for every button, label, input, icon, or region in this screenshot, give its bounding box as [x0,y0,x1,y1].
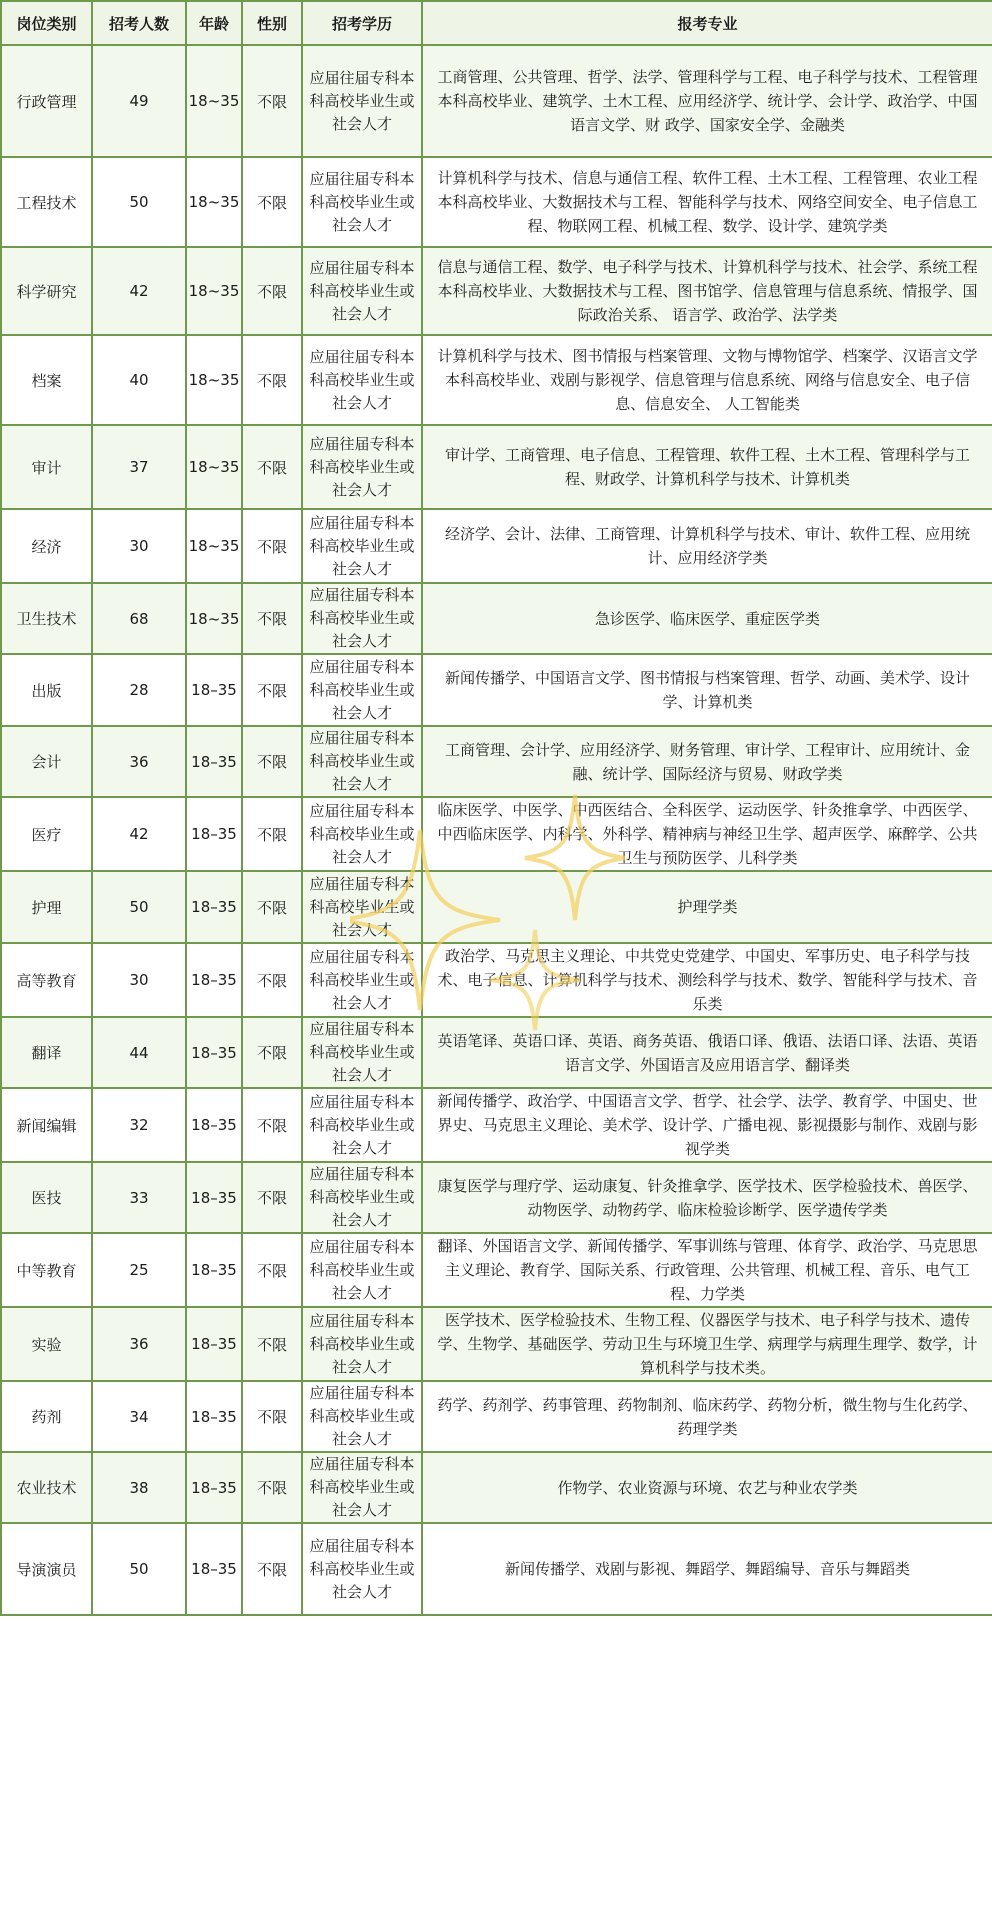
cell-count: 36 [92,1307,186,1381]
cell-education: 应届往届专科本科高校毕业生或社会人才 [302,1233,422,1307]
header-education: 招考学历 [302,1,422,45]
cell-majors: 政治学、马克思主义理论、中共党史党建学、中国史、军事历史、电子科学与技术、电子信息、计算机科学与技术、测绘科学与技术、数学、智能科学与技术、音乐类 [422,943,992,1017]
cell-age: 18–35 [186,1452,242,1523]
cell-education: 应届往届专科本科高校毕业生或社会人才 [302,335,422,425]
cell-majors: 工商管理、公共管理、哲学、法学、管理科学与工程、电子科学与技术、工程管理本科高校毕业、建筑学、土木工程、应用经济学、统计学、会计学、政治学、中国语言文学、财 政学、国家安全学、金融类 [422,45,992,157]
cell-gender: 不限 [242,509,302,583]
cell-count: 38 [92,1452,186,1523]
table-row [1,1452,992,1523]
cell-category: 档案 [1,335,92,425]
cell-count: 50 [92,1523,186,1615]
cell-gender: 不限 [242,1452,302,1523]
cell-age: 18–35 [186,1523,242,1615]
cell-age: 18~35 [186,45,242,157]
cell-count: 33 [92,1162,186,1233]
cell-education: 应届往届专科本科高校毕业生或社会人才 [302,45,422,157]
cell-gender: 不限 [242,1162,302,1233]
cell-gender: 不限 [242,583,302,654]
cell-gender: 不限 [242,1307,302,1381]
cell-gender: 不限 [242,45,302,157]
cell-gender: 不限 [242,247,302,335]
cell-age: 18~35 [186,583,242,654]
cell-category: 护理 [1,871,92,943]
cell-education: 应届往届专科本科高校毕业生或社会人才 [302,1452,422,1523]
cell-majors: 计算机科学与技术、信息与通信工程、软件工程、土木工程、工程管理、农业工程本科高校毕业、大数据技术与工程、智能科学与技术、网络空间安全、电子信息工程、物联网工程、机械工程、数学、设计学、建筑学类 [422,157,992,247]
cell-education: 应届往届专科本科高校毕业生或社会人才 [302,797,422,871]
cell-majors: 药学、药剂学、药事管理、药物制剂、临床药学、药物分析，微生物与生化药学、药理学类 [422,1381,992,1452]
table-row [1,1381,992,1452]
cell-category: 医疗 [1,797,92,871]
cell-category: 高等教育 [1,943,92,1017]
cell-majors: 新闻传播学、中国语言文学、图书情报与档案管理、哲学、动画、美术学、设计学、计算机类 [422,654,992,726]
cell-majors: 经济学、会计、法律、工商管理、计算机科学与技术、审计、软件工程、应用统计、应用经济学类 [422,509,992,583]
table-row [1,335,992,425]
cell-education: 应届往届专科本科高校毕业生或社会人才 [302,509,422,583]
table-row [1,509,992,583]
cell-gender: 不限 [242,335,302,425]
header-category: 岗位类别 [1,1,92,45]
table-row [1,1088,992,1162]
cell-count: 37 [92,425,186,509]
cell-age: 18~35 [186,509,242,583]
cell-majors: 计算机科学与技术、图书情报与档案管理、文物与博物馆学、档案学、汉语言文学本科高校毕业、戏剧与影视学、信息管理与信息系统、网络与信息安全、电子信息、信息安全、 人工智能类 [422,335,992,425]
cell-gender: 不限 [242,654,302,726]
cell-count: 44 [92,1017,186,1088]
cell-count: 25 [92,1233,186,1307]
cell-age: 18~35 [186,335,242,425]
cell-gender: 不限 [242,943,302,1017]
cell-age: 18–35 [186,1233,242,1307]
cell-majors: 审计学、工商管理、电子信息、工程管理、软件工程、土木工程、管理科学与工程、财政学、计算机科学与技术、计算机类 [422,425,992,509]
cell-education: 应届往届专科本科高校毕业生或社会人才 [302,1523,422,1615]
cell-age: 18~35 [186,157,242,247]
cell-majors: 新闻传播学、戏剧与影视、舞蹈学、舞蹈编导、音乐与舞蹈类 [422,1523,992,1615]
header-majors: 报考专业 [422,1,992,45]
table-row [1,247,992,335]
cell-gender: 不限 [242,726,302,797]
cell-category: 会计 [1,726,92,797]
cell-count: 40 [92,335,186,425]
cell-age: 18–35 [186,1162,242,1233]
cell-majors: 英语笔译、英语口译、英语、商务英语、俄语口译、俄语、法语口译、法语、英语语言文学、外国语言及应用语言学、翻译类 [422,1017,992,1088]
table-row [1,797,992,871]
cell-gender: 不限 [242,1381,302,1452]
table-row [1,1307,992,1381]
cell-category: 翻译 [1,1017,92,1088]
cell-count: 28 [92,654,186,726]
cell-majors: 新闻传播学、政治学、中国语言文学、哲学、社会学、法学、教育学、中国史、世界史、马克思主义理论、美术学、设计学、广播电视、影视摄影与制作、戏剧与影视学类 [422,1088,992,1162]
cell-gender: 不限 [242,1017,302,1088]
table-row [1,1233,992,1307]
cell-education: 应届往届专科本科高校毕业生或社会人才 [302,1088,422,1162]
cell-gender: 不限 [242,797,302,871]
table-row [1,425,992,509]
cell-count: 68 [92,583,186,654]
cell-education: 应届往届专科本科高校毕业生或社会人才 [302,583,422,654]
cell-age: 18–35 [186,943,242,1017]
cell-category: 农业技术 [1,1452,92,1523]
cell-category: 中等教育 [1,1233,92,1307]
cell-count: 32 [92,1088,186,1162]
cell-age: 18~35 [186,247,242,335]
cell-count: 50 [92,157,186,247]
cell-count: 36 [92,726,186,797]
cell-gender: 不限 [242,157,302,247]
header-count: 招考人数 [92,1,186,45]
cell-majors: 急诊医学、临床医学、重症医学类 [422,583,992,654]
cell-majors: 临床医学、中医学、中西医结合、全科医学、运动医学、针灸推拿学、中西医学、中西临床医学、内科学、外科学、精神病与神经卫生学、超声医学、麻醉学、公共卫生与预防医学、儿科学类 [422,797,992,871]
cell-category: 卫生技术 [1,583,92,654]
cell-education: 应届往届专科本科高校毕业生或社会人才 [302,726,422,797]
cell-gender: 不限 [242,425,302,509]
cell-gender: 不限 [242,871,302,943]
cell-age: 18–35 [186,1307,242,1381]
cell-category: 工程技术 [1,157,92,247]
cell-category: 医技 [1,1162,92,1233]
table-row [1,943,992,1017]
cell-category: 药剂 [1,1381,92,1452]
cell-majors: 翻译、外国语言文学、新闻传播学、军事训练与管理、体育学、政治学、马克思思主义理论、教育学、国际关系、行政管理、公共管理、机械工程、音乐、电气工程、力学类 [422,1233,992,1307]
cell-category: 行政管理 [1,45,92,157]
cell-age: 18~35 [186,425,242,509]
table-row [1,654,992,726]
cell-education: 应届往届专科本科高校毕业生或社会人才 [302,1162,422,1233]
cell-age: 18–35 [186,654,242,726]
cell-count: 49 [92,45,186,157]
cell-education: 应届往届专科本科高校毕业生或社会人才 [302,247,422,335]
cell-count: 30 [92,943,186,1017]
cell-age: 18–35 [186,797,242,871]
cell-age: 18–35 [186,871,242,943]
cell-education: 应届往届专科本科高校毕业生或社会人才 [302,871,422,943]
table-row [1,1017,992,1088]
cell-education: 应届往届专科本科高校毕业生或社会人才 [302,1307,422,1381]
cell-age: 18–35 [186,1381,242,1452]
table-row [1,583,992,654]
cell-category: 经济 [1,509,92,583]
cell-category: 出版 [1,654,92,726]
table-row [1,871,992,943]
cell-count: 34 [92,1381,186,1452]
table-row [1,1162,992,1233]
cell-majors: 信息与通信工程、数学、电子科学与技术、计算机科学与技术、社会学、系统工程本科高校毕业、大数据技术与工程、图书馆学、信息管理与信息系统、情报学、国际政治关系、 语言学、政治学、法学类 [422,247,992,335]
cell-majors: 护理学类 [422,871,992,943]
cell-education: 应届往届专科本科高校毕业生或社会人才 [302,1017,422,1088]
cell-education: 应届往届专科本科高校毕业生或社会人才 [302,654,422,726]
cell-majors: 工商管理、会计学、应用经济学、财务管理、审计学、工程审计、应用统计、金融、统计学、国际经济与贸易、财政学类 [422,726,992,797]
cell-count: 50 [92,871,186,943]
header-gender: 性别 [242,1,302,45]
header-row [1,1,992,45]
cell-count: 30 [92,509,186,583]
cell-majors: 医学技术、医学检验技术、生物工程、仪器医学与技术、电子科学与技术、遗传学、生物学、基础医学、劳动卫生与环境卫生学、病理学与病理生理学、数学，计算机科学与技术类。 [422,1307,992,1381]
cell-education: 应届往届专科本科高校毕业生或社会人才 [302,425,422,509]
cell-gender: 不限 [242,1233,302,1307]
cell-majors: 作物学、农业资源与环境、农艺与种业农学类 [422,1452,992,1523]
header-age: 年龄 [186,1,242,45]
cell-category: 导演演员 [1,1523,92,1615]
table-row [1,1523,992,1615]
cell-age: 18–35 [186,1088,242,1162]
cell-count: 42 [92,797,186,871]
cell-education: 应届往届专科本科高校毕业生或社会人才 [302,157,422,247]
cell-gender: 不限 [242,1523,302,1615]
table-row [1,45,992,157]
cell-age: 18–35 [186,1017,242,1088]
cell-education: 应届往届专科本科高校毕业生或社会人才 [302,943,422,1017]
table-row [1,157,992,247]
cell-category: 新闻编辑 [1,1088,92,1162]
cell-majors: 康复医学与理疗学、运动康复、针灸推拿学、医学技术、医学检验技术、兽医学、动物医学、动物药学、临床检验诊断学、医学遗传学类 [422,1162,992,1233]
cell-count: 42 [92,247,186,335]
cell-education: 应届往届专科本科高校毕业生或社会人才 [302,1381,422,1452]
cell-age: 18–35 [186,726,242,797]
table-row [1,726,992,797]
cell-category: 科学研究 [1,247,92,335]
cell-gender: 不限 [242,1088,302,1162]
cell-category: 审计 [1,425,92,509]
cell-category: 实验 [1,1307,92,1381]
